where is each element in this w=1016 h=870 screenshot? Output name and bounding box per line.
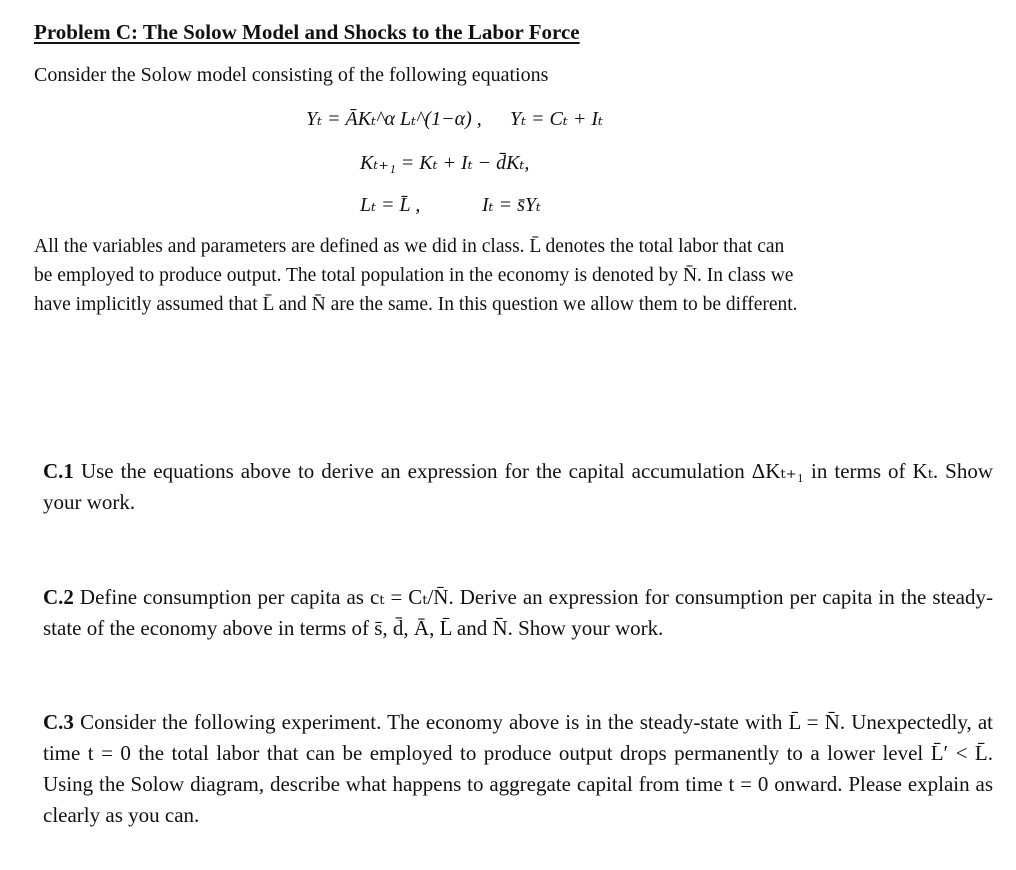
question-label: C.2 (43, 585, 74, 609)
assumptions-paragraph (34, 232, 904, 319)
paragraph-line: have implicitly assumed that L̄ and N̄ are the same. In this question we allow them to be different. (34, 294, 798, 315)
question-text: Define consumption per capita as cₜ = Cₜ/N̄. Derive an expression for consumption per capita in the steady-state of the economy above in terms of s̄, d̄, Ā, L̄ and N̄. Show your work. (43, 585, 993, 640)
question-label: C.1 (43, 459, 74, 483)
paragraph-line: All the variables and parameters are defined as we did in class. L̄ denotes the total labor that can (34, 236, 785, 257)
production-function-equation: Yₜ = ĀKₜ^α Lₜ^(1−α) , (306, 108, 482, 130)
paragraph-line: be employed to produce output. The total population in the economy is denoted by N̄. In class we (34, 265, 794, 286)
question-c1 (43, 456, 993, 518)
resource-constraint-equation: Yₜ = Cₜ + Iₜ (510, 108, 603, 130)
investment-equation: Iₜ = s̄Yₜ (482, 194, 541, 216)
question-c2 (43, 582, 993, 644)
capital-accumulation-equation: Kₜ₊₁ = Kₜ + Iₜ − d̄Kₜ, (360, 152, 530, 174)
question-c3 (43, 707, 993, 831)
question-text: Use the equations above to derive an expression for the capital accumulation ΔKₜ₊₁ in terms of Kₜ. Show your work. (43, 459, 994, 514)
labor-equation: Lₜ = L̄ , (360, 194, 421, 216)
question-text: Consider the following experiment. The economy above is in the steady-state with L̄ = N̄. Unexpectedly, at time t = 0 the total labor that can be employed to produce output drops permanently to a lower level L̄′ < L̄. Using the Solow diagram, describe what happens to aggregate capital from time t = 0 onward. Please explain as clearly as you can. (43, 710, 994, 827)
intro-text: Consider the Solow model consisting of the following equations (34, 64, 549, 86)
question-label: C.3 (43, 710, 74, 734)
problem-title: Problem C: The Solow Model and Shocks to the Labor Force (34, 20, 580, 44)
